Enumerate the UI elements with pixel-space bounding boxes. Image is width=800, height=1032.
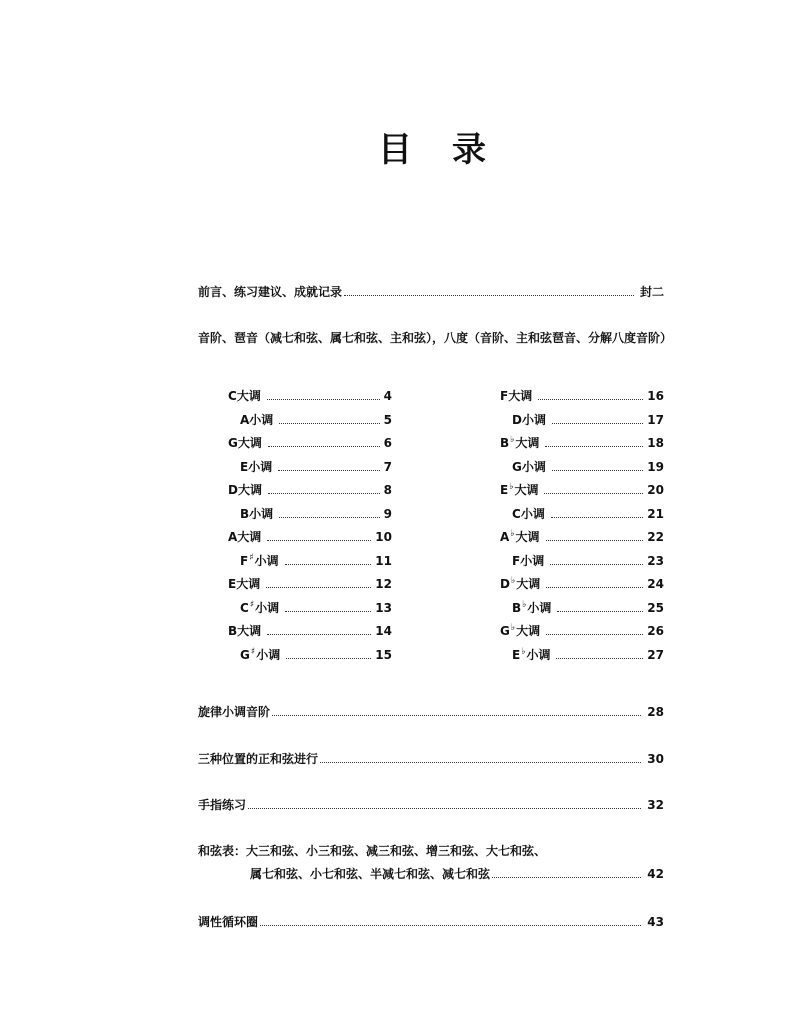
key-note: G bbox=[240, 647, 250, 662]
toc-page: 25 bbox=[647, 600, 664, 615]
leader-dots bbox=[286, 658, 371, 659]
flat-icon: ♭ bbox=[522, 599, 527, 610]
toc-entry-cadences[interactable] bbox=[198, 747, 664, 767]
toc-label: 前言、练习建议、成就记录 bbox=[198, 285, 343, 299]
leader-dots bbox=[248, 808, 641, 809]
flat-icon: ♭ bbox=[510, 529, 515, 539]
toc-entry-melodic-minor[interactable] bbox=[198, 700, 664, 720]
key-label bbox=[240, 597, 279, 616]
toc-page: 20 bbox=[647, 483, 664, 497]
title-char-1: 目 bbox=[378, 130, 414, 170]
key-label bbox=[500, 432, 539, 451]
toc-page: 19 bbox=[647, 459, 664, 474]
leader-dots bbox=[552, 423, 643, 424]
toc-entry-key[interactable] bbox=[240, 410, 392, 428]
toc-entry-key[interactable] bbox=[500, 386, 664, 404]
key-mode: 小调 bbox=[520, 553, 545, 568]
leader-dots bbox=[546, 540, 644, 541]
toc-page: 8 bbox=[383, 483, 392, 497]
leader-dots bbox=[260, 925, 641, 926]
toc-page: 10 bbox=[375, 530, 392, 544]
toc-entry-key[interactable] bbox=[240, 645, 392, 663]
leader-dots bbox=[267, 540, 371, 541]
key-note: G bbox=[228, 436, 238, 450]
key-label bbox=[512, 644, 550, 663]
toc-entry-key[interactable] bbox=[228, 574, 392, 592]
key-mode: 小调 bbox=[520, 506, 545, 521]
toc-page: 32 bbox=[647, 798, 664, 812]
toc-entry-key[interactable] bbox=[228, 527, 392, 545]
flat-icon: ♭ bbox=[510, 623, 516, 633]
key-mode: 小调 bbox=[256, 647, 281, 662]
toc-entry-key[interactable] bbox=[228, 480, 392, 498]
toc-page: 9 bbox=[383, 506, 392, 521]
leader-dots bbox=[546, 587, 643, 588]
key-mode: 大调 bbox=[237, 436, 262, 450]
key-label bbox=[512, 459, 546, 475]
toc-label: 三种位置的正和弦进行 bbox=[198, 752, 319, 766]
key-label bbox=[500, 526, 540, 545]
toc-label: 属七和弦、小七和弦、半减七和弦、减七和弦 bbox=[250, 867, 491, 881]
toc-entry-finger-exercises[interactable] bbox=[198, 793, 664, 813]
toc-label: 调性循环圈 bbox=[198, 915, 259, 929]
key-label bbox=[240, 412, 273, 428]
key-mode: 大调 bbox=[237, 624, 262, 638]
leader-dots bbox=[267, 399, 380, 400]
key-label bbox=[500, 573, 540, 592]
flat-icon: ♭ bbox=[510, 576, 516, 586]
key-note: E bbox=[500, 483, 509, 497]
toc-page: 16 bbox=[647, 389, 664, 403]
toc-page: 4 bbox=[383, 389, 392, 403]
key-mode: 大调 bbox=[514, 483, 539, 497]
toc-entry-key[interactable] bbox=[240, 457, 392, 475]
key-label bbox=[228, 576, 260, 592]
key-note: C bbox=[240, 600, 249, 615]
key-mode: 小调 bbox=[254, 553, 279, 568]
toc-page: 18 bbox=[647, 436, 664, 450]
flat-icon: ♭ bbox=[521, 646, 526, 657]
sharp-icon: ♯ bbox=[249, 552, 254, 563]
key-mode: 小调 bbox=[249, 412, 274, 427]
leader-dots bbox=[266, 587, 371, 588]
toc-page: 23 bbox=[647, 553, 664, 568]
leader-dots bbox=[285, 611, 371, 612]
title-char-2: 录 bbox=[452, 130, 488, 170]
leader-dots bbox=[279, 423, 379, 424]
key-note: C bbox=[228, 389, 237, 403]
toc-entry-key[interactable] bbox=[512, 598, 664, 616]
leader-dots bbox=[538, 399, 643, 400]
toc-entry-chord-chart[interactable] bbox=[250, 862, 664, 882]
toc-page: 11 bbox=[375, 553, 392, 568]
toc-entry-circle-of-fifths[interactable] bbox=[198, 910, 664, 930]
leader-dots bbox=[550, 564, 643, 565]
key-label bbox=[228, 435, 262, 451]
key-mode: 大调 bbox=[508, 389, 533, 403]
key-note: F bbox=[512, 553, 521, 568]
key-mode: 大调 bbox=[237, 483, 262, 497]
toc-entry-key[interactable] bbox=[500, 480, 664, 498]
key-mode: 小调 bbox=[526, 647, 551, 662]
key-label bbox=[228, 623, 261, 639]
sharp-icon: ♯ bbox=[249, 599, 255, 610]
toc-page: 6 bbox=[383, 436, 392, 450]
toc-entry-key[interactable] bbox=[512, 551, 664, 569]
key-mode: 小调 bbox=[521, 412, 546, 427]
key-note: B bbox=[228, 624, 238, 638]
key-label bbox=[240, 506, 273, 522]
key-note: B bbox=[240, 506, 250, 521]
toc-entry-preface[interactable] bbox=[198, 280, 664, 300]
toc-page: 17 bbox=[647, 412, 664, 427]
key-label bbox=[512, 553, 544, 569]
toc-page: 13 bbox=[375, 600, 392, 615]
leader-dots bbox=[320, 762, 641, 763]
key-mode: 大调 bbox=[516, 624, 541, 638]
leader-dots bbox=[278, 470, 379, 471]
toc-page: 30 bbox=[647, 752, 664, 766]
leader-dots bbox=[546, 634, 643, 635]
key-label bbox=[512, 506, 545, 522]
toc-page: 5 bbox=[383, 412, 392, 427]
key-label bbox=[500, 388, 532, 404]
key-note: B bbox=[500, 436, 510, 450]
toc-page: 28 bbox=[647, 705, 664, 719]
key-label bbox=[228, 529, 261, 545]
leader-dots bbox=[285, 564, 372, 565]
toc-page: 15 bbox=[375, 647, 392, 662]
toc-entry-key[interactable] bbox=[512, 504, 664, 522]
toc-page: 封二 bbox=[639, 285, 664, 299]
leader-dots bbox=[344, 295, 634, 296]
key-mode: 大调 bbox=[236, 577, 261, 591]
key-note: B bbox=[512, 600, 522, 615]
toc-entry-key[interactable] bbox=[500, 574, 664, 592]
key-note: D bbox=[228, 483, 238, 497]
key-label bbox=[500, 479, 538, 498]
key-mode: 大调 bbox=[515, 436, 540, 450]
toc-entry-key[interactable] bbox=[500, 621, 664, 639]
key-mode: 小调 bbox=[527, 600, 552, 615]
key-label bbox=[240, 459, 272, 475]
key-mode: 大调 bbox=[515, 530, 540, 544]
toc-entry-key[interactable] bbox=[240, 551, 392, 569]
leader-dots bbox=[268, 446, 380, 447]
key-mode: 大调 bbox=[236, 389, 261, 403]
toc-entry-key[interactable] bbox=[228, 386, 392, 404]
toc-page: 14 bbox=[375, 624, 392, 638]
leader-dots bbox=[545, 446, 643, 447]
key-note: A bbox=[240, 412, 250, 427]
key-note: F bbox=[500, 389, 509, 403]
toc-entry-key[interactable] bbox=[512, 410, 664, 428]
key-label bbox=[228, 388, 261, 404]
leader-dots bbox=[272, 715, 641, 716]
flat-icon: ♭ bbox=[510, 435, 515, 445]
toc-page: 22 bbox=[647, 530, 664, 544]
toc-label: 手指练习 bbox=[198, 798, 247, 812]
key-note: A bbox=[228, 530, 238, 544]
key-note: E bbox=[512, 647, 521, 662]
key-note: G bbox=[512, 459, 522, 474]
key-mode: 大调 bbox=[237, 530, 262, 544]
leader-dots bbox=[544, 493, 643, 494]
toc-entry-key[interactable] bbox=[500, 433, 664, 451]
key-note: C bbox=[512, 506, 521, 521]
leader-dots bbox=[552, 470, 643, 471]
toc-entry-key[interactable] bbox=[240, 504, 392, 522]
toc-page: 27 bbox=[647, 647, 664, 662]
key-note: D bbox=[500, 577, 510, 591]
key-note: A bbox=[500, 530, 510, 544]
toc-label: 旋律小调音阶 bbox=[198, 705, 271, 719]
key-label bbox=[500, 620, 540, 639]
toc-entry-key[interactable] bbox=[512, 457, 664, 475]
key-note: F bbox=[240, 553, 249, 568]
toc-chord-chart-line1[interactable]: 和弦表：大三和弦、小三和弦、减三和弦、增三和弦、大七和弦、 bbox=[198, 844, 547, 858]
toc-page: 26 bbox=[647, 624, 664, 638]
key-note: E bbox=[240, 459, 249, 474]
toc-scales-heading[interactable]: 音阶、琶音（减七和弦、属七和弦、主和弦），八度（音阶、主和弦琶音、分解八度音阶） bbox=[198, 331, 673, 345]
toc-entry-key[interactable] bbox=[228, 433, 392, 451]
leader-dots bbox=[492, 877, 641, 878]
key-mode: 小调 bbox=[255, 600, 280, 615]
leader-dots bbox=[551, 517, 643, 518]
key-label bbox=[228, 482, 262, 498]
leader-dots bbox=[557, 611, 643, 612]
key-mode: 小调 bbox=[249, 506, 274, 521]
key-mode: 大调 bbox=[516, 577, 541, 591]
sharp-icon: ♯ bbox=[250, 646, 256, 657]
key-label bbox=[512, 412, 546, 428]
flat-icon: ♭ bbox=[509, 482, 514, 492]
key-label bbox=[512, 597, 551, 616]
key-label bbox=[240, 550, 279, 569]
toc-page: 43 bbox=[647, 915, 664, 929]
leader-dots bbox=[279, 517, 379, 518]
toc-entry-key[interactable] bbox=[512, 645, 664, 663]
toc-page: 7 bbox=[383, 459, 392, 474]
toc-page: 42 bbox=[647, 867, 664, 881]
leader-dots bbox=[556, 658, 643, 659]
toc-page: 12 bbox=[375, 577, 392, 591]
key-mode: 小调 bbox=[248, 459, 273, 474]
toc-entry-key[interactable] bbox=[500, 527, 664, 545]
leader-dots bbox=[267, 634, 371, 635]
toc-page: 24 bbox=[647, 577, 664, 591]
toc-page: 21 bbox=[647, 506, 664, 521]
key-note: G bbox=[500, 624, 510, 638]
key-label bbox=[240, 644, 280, 663]
page-title bbox=[0, 122, 800, 171]
toc-entry-key[interactable] bbox=[240, 598, 392, 616]
toc-entry-key[interactable] bbox=[228, 621, 392, 639]
key-note: D bbox=[512, 412, 522, 427]
key-note: E bbox=[228, 577, 237, 591]
leader-dots bbox=[268, 493, 380, 494]
key-mode: 小调 bbox=[521, 459, 546, 474]
